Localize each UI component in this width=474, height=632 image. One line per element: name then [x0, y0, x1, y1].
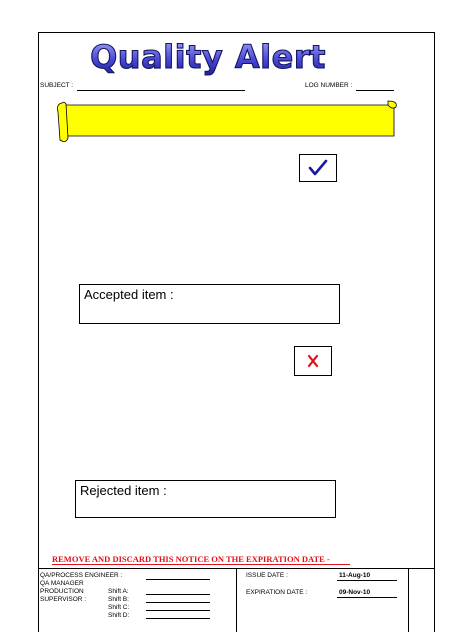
warning-underline: [52, 564, 350, 565]
accepted-item-box: [79, 284, 340, 324]
shift-a-label: Shift A:: [108, 588, 129, 595]
issue-date-value: 11-Aug-10: [339, 572, 371, 579]
page-title: [0, 36, 474, 78]
footer-divider-left: [236, 568, 237, 632]
shift-c-label: Shift C:: [108, 604, 130, 611]
expiration-warning: REMOVE AND DISCARD THIS NOTICE ON THE EXPIRATION DATE -: [52, 554, 330, 564]
production-label: PRODUCTION: [40, 588, 84, 595]
qa-manager-label: QA MANAGER: [40, 580, 84, 587]
expiration-date-line: [337, 597, 397, 598]
log-number-line: [356, 90, 394, 91]
subject-line: [77, 90, 245, 91]
qa-engineer-label: QA/PROCESS ENGINEER :: [40, 572, 123, 579]
shift-a-line: [146, 594, 210, 595]
reject-checkbox[interactable]: [294, 346, 332, 376]
shift-d-label: Shift D:: [108, 612, 130, 619]
shift-d-line: [146, 618, 210, 619]
title-text: Quality Alert: [90, 38, 326, 76]
issue-date-line: [337, 580, 397, 581]
shift-c-line: [146, 610, 210, 611]
scroll-banner: [56, 98, 398, 144]
qa-engineer-line: [146, 579, 210, 580]
rejected-item-box: [75, 480, 336, 518]
rejected-item-label: Rejected item :: [80, 483, 167, 498]
footer-divider-right: [408, 568, 409, 632]
x-mark-icon: [306, 354, 320, 368]
check-mark-icon: [308, 159, 328, 177]
expiration-date-value: 09-Nov-10: [339, 589, 371, 596]
shift-b-line: [146, 602, 210, 603]
accepted-item-label: Accepted item :: [84, 287, 174, 302]
supervisor-label: SUPERVISOR :: [40, 596, 87, 603]
expiration-date-label: EXPIRATION DATE :: [246, 589, 308, 596]
shift-b-label: Shift B:: [108, 596, 129, 603]
log-number-label: LOG NUMBER :: [305, 82, 353, 89]
issue-date-label: ISSUE DATE :: [246, 572, 288, 579]
accept-checkbox[interactable]: [299, 154, 337, 182]
subject-label: SUBJECT :: [40, 82, 74, 89]
